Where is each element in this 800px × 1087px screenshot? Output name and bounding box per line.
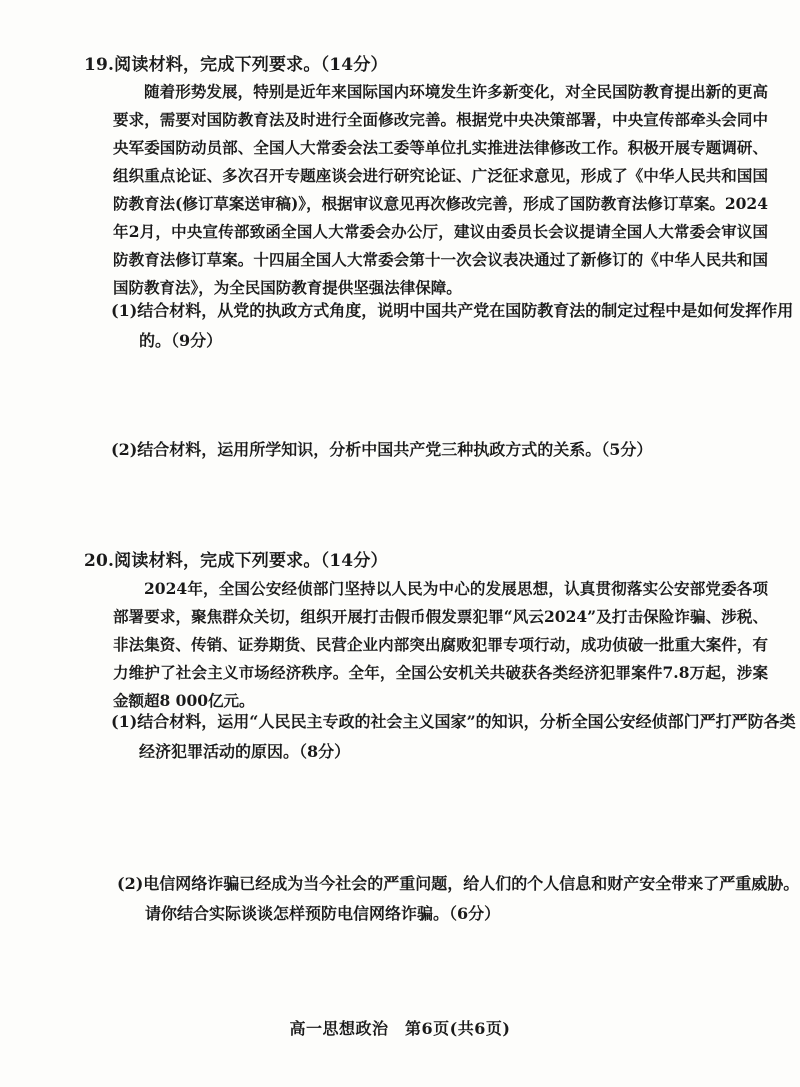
question-19-title: 19.阅读材料，完成下列要求。（14分） (84, 55, 388, 75)
question-19-sub-2: (2)结合材料，运用所学知识，分析中国共产党三种执政方式的关系。（5分） (111, 440, 653, 459)
question-19-sub-1: (1)结合材料，从党的执政方式角度，说明中国共产党在国防教育法的制定过程中是如何发挥作用的。（9分） (111, 301, 794, 350)
page-footer: 高一思想政治 第6页(共6页) (289, 1019, 511, 1038)
question-20-sub-2: (2)电信网络诈骗已经成为当今社会的严重问题，给人们的个人信息和财产安全带来了严重威胁。请你结合实际谈谈怎样预防电信网络诈骗。（6分） (117, 874, 800, 923)
question-20-title: 20.阅读材料，完成下列要求。（14分） (84, 551, 388, 571)
question-20-sub-1: (1)结合材料，运用“人民民主专政的社会主义国家”的知识，分析全国公安经侦部门严打严防各类经济犯罪活动的原因。（8分） (111, 712, 796, 761)
question-19-material: 随着形势发展，特别是近年来国际国内环境发生许多新变化，对全民国防教育提出新的更高要求，需要对国防教育法及时进行全面修改完善。根据党中央决策部署，中央宣传部牵头会同中央军委国防动员部、全国人大常委会法工委等单位扎实推进法律修改工作。积极开展专题调研、组织重点论证、多次召开专题座谈会进行研究论证、广泛征求意见，形成了《中华人民共和国国防教育法(修订草案送审稿)》，根据审议意见再次修改完善，形成了国防教育法修订草案。2024年2月，中央宣传部致函全国人大常委会办公厅，建议由委员长会议提请全国人大常委会审议国防教育法修订草案。十四届全国人大常委会第十一次会议表决通过了新修订的《中华人民共和国国防教育法》，为全民国防教育提供坚强法律保障。 (113, 82, 768, 297)
question-20-material: 2024年，全国公安经侦部门坚持以人民为中心的发展思想，认真贯彻落实公安部党委各项部署要求，聚焦群众关切，组织开展打击假币假发票犯罪“风云2024”及打击保险诈骗、涉税、非法集资、传销、证券期货、民营企业内部突出腐败犯罪专项行动，成功侦破一批重大案件，有力维护了社会主义市场经济秩序。全年，全国公安机关共破获各类经济犯罪案件7.8万起，涉案金额超8 000亿元。 (113, 579, 768, 710)
